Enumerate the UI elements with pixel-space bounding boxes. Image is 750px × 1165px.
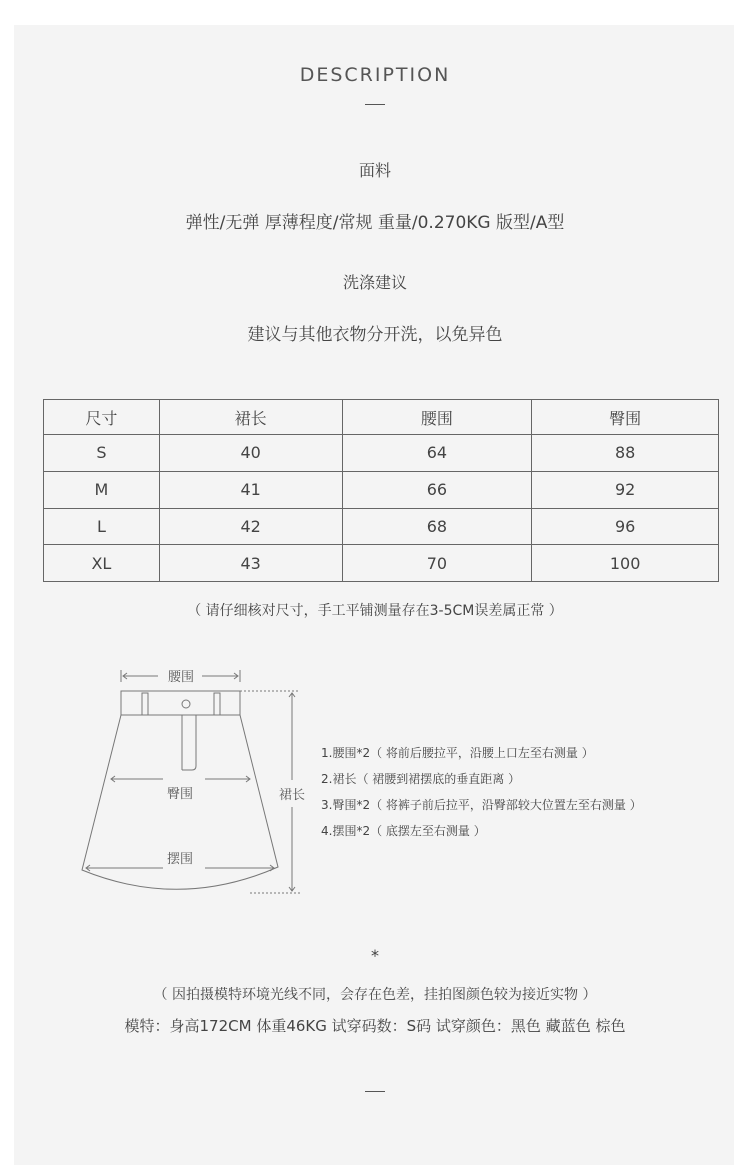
table-row: [44, 545, 719, 582]
title-divider: [365, 104, 385, 105]
header-waist: 腰围: [342, 400, 532, 435]
hip-cell: 96: [532, 508, 719, 545]
waist-cell: 66: [342, 471, 532, 508]
length-cell: 42: [159, 508, 342, 545]
waist-cell: 70: [342, 545, 532, 582]
fabric-label: 面料: [358, 161, 391, 180]
hip-cell: 88: [532, 435, 719, 472]
size-cell: M: [44, 471, 160, 508]
size-cell: S: [44, 435, 160, 472]
length-cell: 41: [159, 471, 342, 508]
size-cell: L: [44, 508, 160, 545]
hem-diagram-label: 摆围: [166, 852, 194, 867]
fabric-text: 弹性/无弹 厚薄程度/常规 重量/0.270KG 版型/A型: [185, 213, 565, 233]
waist-cell: 68: [342, 508, 532, 545]
legend-item-waist: 1.腰围*2（ 将前后腰拉平，沿腰上口左至右测量 ）: [321, 746, 594, 760]
table-row: [44, 508, 719, 545]
waist-cell: 64: [342, 435, 532, 472]
size-cell: XL: [44, 545, 160, 582]
length-cell: 40: [159, 435, 342, 472]
header-length: 裙长: [159, 400, 342, 435]
measurement-legend: [321, 740, 642, 844]
size-table: [43, 399, 719, 582]
page-title: DESCRIPTION: [299, 64, 451, 86]
size-table-header: [44, 400, 719, 435]
length-cell: 43: [159, 545, 342, 582]
hip-cell: 92: [532, 471, 719, 508]
wash-text: 建议与其他衣物分开洗，以免异色: [247, 325, 503, 345]
table-row: [44, 471, 719, 508]
header-hip: 臀围: [532, 400, 719, 435]
table-row: [44, 435, 719, 472]
legend-item-length: 2.裙长（ 裙腰到裙摆底的垂直距离 ）: [321, 772, 521, 786]
size-note: （ 请仔细核对尺寸，手工平铺测量存在3-5CM误差属正常 ）: [187, 603, 563, 619]
header-size: 尺寸: [44, 400, 160, 435]
legend-item-hip: 3.臀围*2（ 将裤子前后拉平，沿臀部较大位置左至右测量 ）: [321, 798, 642, 812]
color-note: （ 因拍摄模特环境光线不同，会存在色差，挂拍图颜色较为接近实物 ）: [153, 987, 597, 1003]
wash-label: 洗涤建议: [342, 273, 407, 292]
model-info: 模特：身高172CM 体重46KG 试穿码数：S码 试穿颜色：黑色 藏蓝色 棕色: [124, 1017, 626, 1035]
hip-diagram-label: 臀围: [166, 787, 194, 802]
waist-diagram-label: 腰围: [167, 670, 195, 685]
length-diagram-label: 裙长: [278, 788, 306, 803]
footer-divider: [365, 1091, 385, 1092]
star-separator: *: [371, 946, 379, 965]
skirt-diagram: [70, 660, 310, 900]
legend-item-hem: 4.摆围*2（ 底摆左至右测量 ）: [321, 824, 486, 838]
hip-cell: 100: [532, 545, 719, 582]
